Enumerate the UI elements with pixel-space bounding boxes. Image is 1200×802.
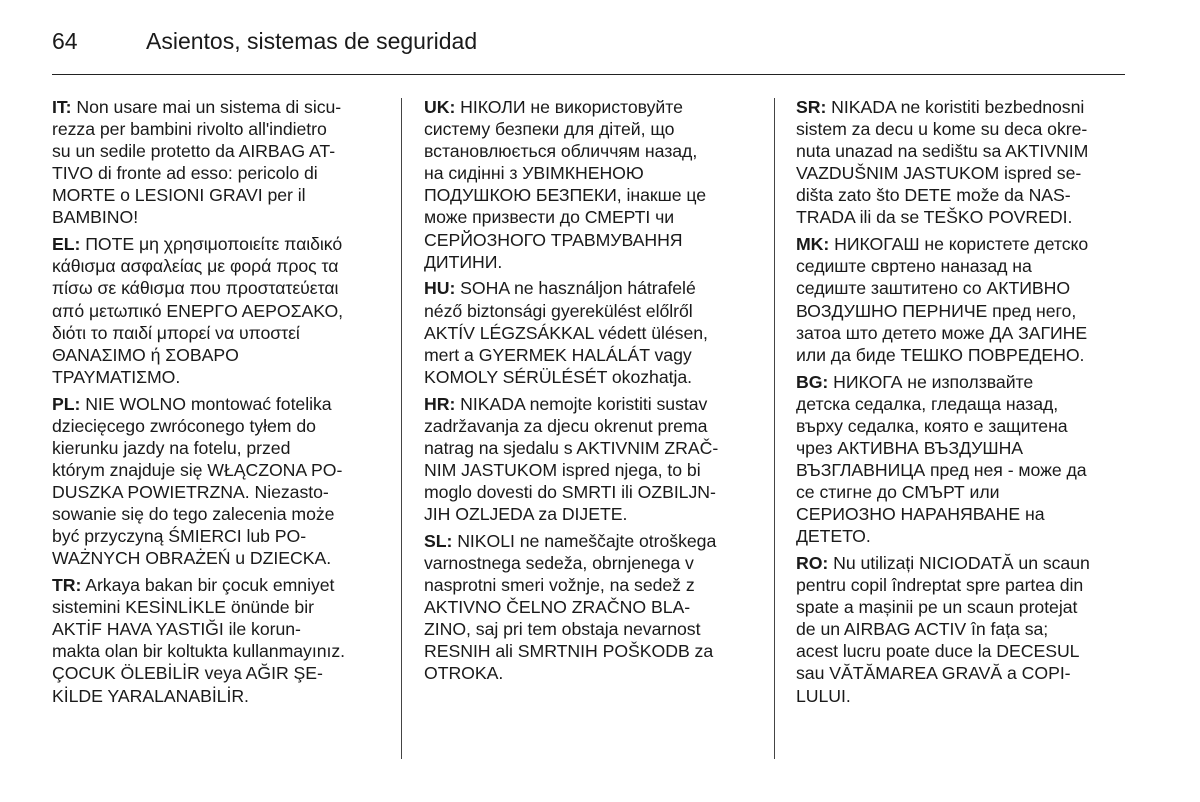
text-line <box>52 184 394 206</box>
text-column <box>424 96 766 689</box>
line-text: zadržavanja za djecu okrenut prema <box>424 415 708 436</box>
text-line <box>796 685 1138 707</box>
line-text: dziecięcego zwróconego tyłem do <box>52 415 316 436</box>
line-text: или да биде ТЕШКО ПОВРЕДЕНО. <box>796 344 1085 365</box>
line-text: mert a GYERMEK HALÁLÁT vagy <box>424 344 692 365</box>
line-text: ΤΡΑΥΜΑΤΙΣΜΟ. <box>52 366 181 387</box>
line-text: върху седалка, която е защитена <box>796 415 1068 436</box>
text-line <box>52 206 394 228</box>
line-text: KOMOLY SÉRÜLÉSÉT okozhatja. <box>424 366 693 387</box>
line-text: AKTÍV LÉGZSÁKKAL védett ülésen, <box>424 322 708 343</box>
text-line <box>52 503 394 525</box>
language-warning <box>796 233 1138 366</box>
text-line <box>796 574 1138 596</box>
text-line <box>52 685 394 707</box>
text-line <box>424 96 766 118</box>
line-text: sistem za decu u kome su deca okre- <box>796 119 1088 140</box>
line-text: НИКОГА не използвайте <box>828 371 1034 392</box>
line-text: moglo dovesti do SMRTI ili OZBILJN- <box>424 481 716 502</box>
line-text: НИКОГАШ не користете детско <box>829 234 1089 255</box>
line-text: nuta unazad na sedištu sa AKTIVNIM <box>796 141 1089 162</box>
text-line <box>796 596 1138 618</box>
line-text: ДЕТЕТО. <box>796 526 871 547</box>
text-line <box>52 255 394 277</box>
text-line <box>424 415 766 437</box>
line-text: TRADA ili da se TEŠKO POVREDI. <box>796 207 1073 228</box>
line-text: се стигне до СМЪРТ или <box>796 481 1000 502</box>
language-warning <box>424 393 766 526</box>
line-text: ΘΑΝΑΣΙΜΟ ή ΣΟΒΑΡΟ <box>52 344 239 365</box>
line-text: систему безпеки для дітей, що <box>424 119 675 140</box>
text-line <box>52 393 394 415</box>
text-line <box>424 530 766 552</box>
line-text: de un AIRBAG ACTIV în fața sa; <box>796 619 1049 640</box>
text-line <box>796 459 1138 481</box>
text-column <box>52 96 394 711</box>
line-text: κάθισμα ασφαλείας με φορά προς τα <box>52 256 339 277</box>
language-code: RO: <box>796 552 829 573</box>
line-text: OTROKA. <box>424 663 504 684</box>
text-line <box>52 140 394 162</box>
text-line <box>52 277 394 299</box>
text-line <box>424 277 766 299</box>
line-text: може призвести до СМЕРТІ чи <box>424 207 675 228</box>
language-warning <box>424 277 766 387</box>
line-text: NIM JASTUKOM ispred njega, to bi <box>424 459 701 480</box>
page-number: 64 <box>52 28 78 54</box>
language-warning <box>52 233 394 388</box>
text-line <box>796 344 1138 366</box>
line-text: затоа што детето може ДА ЗАГИНЕ <box>796 322 1088 343</box>
text-line <box>796 481 1138 503</box>
line-text: natrag na sjedalu s AKTIVNIM ZRAČ- <box>424 437 719 458</box>
text-line <box>52 366 394 388</box>
text-line <box>424 162 766 184</box>
line-text: RESNIH ali SMRTNIH POŠKODB za <box>424 641 714 662</box>
line-text: διότι το παιδί μπορεί να υποστεί <box>52 322 300 343</box>
text-line <box>796 503 1138 525</box>
line-text: чрез АКТИВНА ВЪЗДУШНА <box>796 437 1024 458</box>
text-line <box>52 437 394 459</box>
text-line <box>52 618 394 640</box>
text-column <box>796 96 1138 711</box>
language-code: MK: <box>796 234 830 255</box>
text-line <box>424 552 766 574</box>
text-line <box>796 437 1138 459</box>
text-line <box>796 640 1138 662</box>
text-line <box>796 255 1138 277</box>
line-text: makta olan bir koltukta kullanmayınız. <box>52 641 346 662</box>
column-divider <box>401 98 402 759</box>
text-line <box>424 344 766 366</box>
line-text: którym znajduje się WŁĄCZONA PO- <box>52 459 343 480</box>
line-text: ДИТИНИ. <box>424 251 503 272</box>
text-line <box>52 574 394 596</box>
line-text: su un sedile protetto da AIRBAG AT- <box>52 141 336 162</box>
text-line <box>424 574 766 596</box>
language-warning <box>796 371 1138 548</box>
text-line <box>424 322 766 344</box>
language-warning <box>424 96 766 273</box>
language-code: IT: <box>52 97 72 117</box>
line-text: Nu utilizați NICIODATĂ un scaun <box>828 552 1090 573</box>
line-text: NIKOLI ne nameščajte otroškega <box>452 530 717 551</box>
text-line <box>796 140 1138 162</box>
line-text: VAZDUŠNIM JASTUKOM ispred se- <box>796 163 1082 184</box>
text-line <box>52 233 394 255</box>
text-line <box>796 618 1138 640</box>
language-warning <box>424 530 766 685</box>
line-text: TIVO di fronte ad esso: pericolo di <box>52 163 318 184</box>
text-line <box>424 437 766 459</box>
language-warning <box>796 96 1138 229</box>
text-line <box>52 96 394 118</box>
header-rule <box>52 74 1125 75</box>
line-text: kierunku jazdy na fotelu, przed <box>52 437 291 458</box>
text-line <box>424 640 766 662</box>
line-text: pentru copil îndreptat spre partea din <box>796 575 1084 596</box>
line-text: NIE WOLNO montować fotelika <box>80 393 332 414</box>
line-text: SOHA ne használjon hátrafelé <box>455 278 696 299</box>
text-line <box>796 300 1138 322</box>
line-text: JIH OZLJEDA za DIJETE. <box>424 504 628 525</box>
text-line <box>424 596 766 618</box>
line-text: AKTIVNO ČELNO ZRAČNO BLA- <box>424 597 691 618</box>
text-line <box>424 251 766 273</box>
text-line <box>424 184 766 206</box>
line-text: ZINO, saj pri tem obstaja nevarnost <box>424 619 701 640</box>
text-line <box>796 96 1138 118</box>
text-line <box>424 300 766 322</box>
page-title: Asientos, sistemas de seguridad <box>146 28 478 54</box>
text-line <box>424 618 766 640</box>
text-line <box>52 344 394 366</box>
line-text: πίσω σε κάθισμα που προστατεύεται <box>52 278 339 299</box>
line-text: Arkaya bakan bir çocuk emniyet <box>81 575 335 596</box>
text-line <box>52 415 394 437</box>
line-text: седиште заштитено со АКТИВНО <box>796 278 1071 299</box>
text-line <box>424 503 766 525</box>
text-line <box>796 371 1138 393</box>
language-code: SL: <box>424 530 453 551</box>
column-divider <box>774 98 775 759</box>
language-warning <box>52 393 394 570</box>
text-line <box>796 662 1138 684</box>
line-text: ПОДУШКОЮ БЕЗПЕКИ, інакше це <box>424 185 707 206</box>
text-line <box>796 552 1138 574</box>
text-line <box>796 118 1138 140</box>
line-text: rezza per bambini rivolto all'indietro <box>52 119 327 140</box>
language-warning <box>796 552 1138 707</box>
language-code: HR: <box>424 393 456 414</box>
line-text: néző biztonsági gyerekülést előlről <box>424 300 693 321</box>
line-text: детска седалка, гледаща назад, <box>796 393 1059 414</box>
language-code: HU: <box>424 278 456 299</box>
text-line <box>52 640 394 662</box>
language-code: TR: <box>52 575 82 596</box>
line-text: sowanie się do tego zalecenia może <box>52 504 335 525</box>
text-line <box>796 162 1138 184</box>
line-text: spate a mașinii pe un scaun protejat <box>796 597 1078 618</box>
line-text: AKTİF HAVA YASTIĞI ile korun- <box>52 619 301 640</box>
text-line <box>796 277 1138 299</box>
line-text: Non usare mai un sistema di sicu- <box>71 97 342 117</box>
line-text: ΠΟΤΕ μη χρησιμοποιείτε παιδικό <box>80 234 343 255</box>
line-text: седиште свртено наназад на <box>796 256 1032 277</box>
language-code: UK: <box>424 97 456 117</box>
language-warning <box>52 574 394 707</box>
text-line <box>424 118 766 140</box>
text-line <box>424 393 766 415</box>
text-line <box>52 662 394 684</box>
line-text: WAŻNYCH OBRAŻEŃ u DZIECKA. <box>52 548 332 569</box>
text-line <box>796 415 1138 437</box>
text-line <box>424 206 766 228</box>
text-line <box>424 481 766 503</box>
text-line <box>796 233 1138 255</box>
line-text: NIKADA nemojte koristiti sustav <box>455 393 708 414</box>
line-text: dišta zato što DETE može da NAS- <box>796 185 1071 206</box>
text-line <box>424 662 766 684</box>
language-code: EL: <box>52 234 81 255</box>
text-line <box>796 393 1138 415</box>
language-code: BG: <box>796 371 829 392</box>
line-text: acest lucru poate duce la DECESUL <box>796 641 1080 662</box>
text-line <box>52 300 394 322</box>
text-line <box>796 184 1138 206</box>
text-line <box>424 140 766 162</box>
line-text: СЕРЙОЗНОГО ТРАВМУВАННЯ <box>424 229 683 250</box>
line-text: varnostnega sedeža, obrnjenega v <box>424 552 694 573</box>
line-text: MORTE o LESIONI GRAVI per il <box>52 185 306 206</box>
text-line <box>796 322 1138 344</box>
line-text: на сидінні з УВІМКНЕНОЮ <box>424 163 644 184</box>
text-line <box>52 596 394 618</box>
text-line <box>52 118 394 140</box>
text-line <box>52 459 394 481</box>
line-text: nasprotni smeri vožnje, na sedež z <box>424 575 695 596</box>
line-text: sistemini KESİNLİKLE önünde bir <box>52 597 314 618</box>
line-text: НІКОЛИ не використовуйте <box>455 97 683 117</box>
text-line <box>424 229 766 251</box>
line-text: być przyczyną ŚMIERCI lub PO- <box>52 526 307 547</box>
text-line <box>796 525 1138 547</box>
line-text: sau VĂTĂMAREA GRAVĂ a COPI- <box>796 663 1071 684</box>
language-warning <box>52 96 394 229</box>
line-text: DUSZKA POWIETRZNA. Niezasto- <box>52 481 329 502</box>
text-line <box>52 322 394 344</box>
line-text: KİLDE YARALANABİLİR. <box>52 685 249 706</box>
line-text: ВЪЗГЛАВНИЦА пред нея - може да <box>796 459 1087 480</box>
line-text: NIKADA ne koristiti bezbednosni <box>826 97 1085 117</box>
line-text: встановлюється обличчям назад, <box>424 141 698 162</box>
text-line <box>424 366 766 388</box>
text-line <box>796 206 1138 228</box>
line-text: από μετωπικό ΕΝΕΡΓΟ ΑΕΡΟΣΑΚΟ, <box>52 300 344 321</box>
line-text: ВОЗДУШНО ПЕРНИЧЕ пред него, <box>796 300 1077 321</box>
text-line <box>52 525 394 547</box>
line-text: СЕРИОЗНО НАРАНЯВАНЕ на <box>796 504 1045 525</box>
language-code: PL: <box>52 393 81 414</box>
text-line <box>424 459 766 481</box>
language-code: SR: <box>796 97 827 117</box>
text-line <box>52 481 394 503</box>
line-text: BAMBINO! <box>52 207 139 228</box>
text-line <box>52 162 394 184</box>
line-text: ÇOCUK ÖLEBİLİR veya AĞIR ŞE- <box>52 663 323 684</box>
line-text: LULUI. <box>796 685 851 706</box>
text-line <box>52 547 394 569</box>
